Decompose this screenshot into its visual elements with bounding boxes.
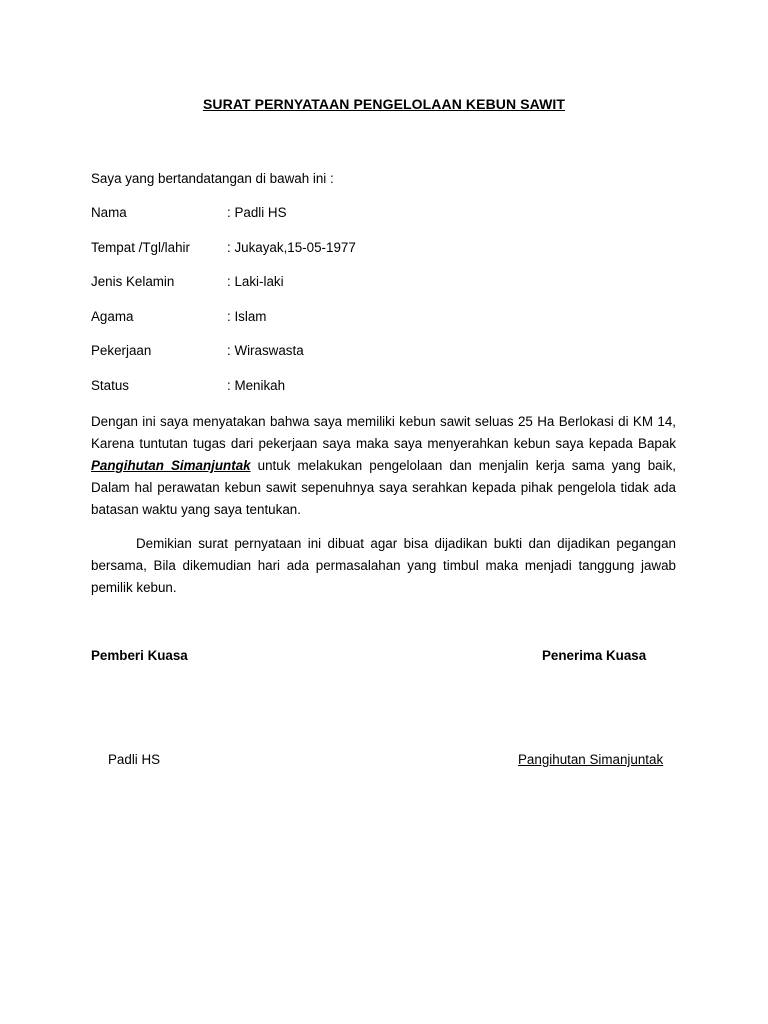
field-label: Nama	[91, 205, 127, 220]
paragraph-line	[91, 457, 676, 479]
field-label: Jenis Kelamin	[91, 274, 175, 290]
identity-fields	[91, 205, 651, 413]
paragraph-line: Karena tuntutan tugas dari pekerjaan saya maka saya menyerahkan kebun saya kepada Bapak	[91, 436, 676, 451]
grantee-name: Pangihutan Simanjuntak	[518, 752, 664, 767]
field-row-gender	[91, 274, 651, 309]
field-label: Pekerjaan	[91, 343, 152, 359]
grantor-name: Padli HS	[108, 752, 161, 767]
field-value: : Menikah	[227, 377, 286, 393]
recipient-name-emphasis: Pangihutan Simanjuntak	[91, 458, 251, 473]
paragraph-text: untuk melakukan pengelolaan dan menjalin kerja sama yang baik,	[250, 458, 676, 473]
field-row-nama	[91, 205, 651, 240]
grantee-label: Penerima Kuasa	[542, 648, 647, 663]
field-value: : Padli HS	[227, 205, 287, 220]
field-value: : Wiraswasta	[227, 343, 304, 359]
field-row-birth	[91, 240, 651, 275]
paragraph-line: bersama, Bila dikemudian hari ada permasalahan yang timbul maka menjadi tanggung jawab	[91, 558, 676, 573]
field-label: Status	[91, 377, 129, 393]
paragraph-line: Dengan ini saya menyatakan bahwa saya memiliki kebun sawit seluas 25 Ha Berlokasi di KM 14,	[91, 414, 676, 429]
field-label: Tempat /Tgl/lahir	[91, 239, 190, 255]
field-value: : Jukayak,15-05-1977	[227, 239, 356, 255]
paragraph-line: Demikian surat pernyataan ini dibuat agar bisa dijadikan bukti dan dijadikan pegangan	[136, 536, 676, 551]
field-row-occupation	[91, 343, 651, 378]
field-row-status	[91, 378, 651, 413]
paragraph-line: Dalam hal perawatan kebun sawit sepenuhnya saya serahkan kepada pihak pengelola tidak ada	[91, 480, 676, 495]
field-row-religion	[91, 309, 651, 344]
field-value: : Islam	[227, 308, 267, 324]
field-label: Agama	[91, 308, 134, 324]
paragraph-line: pemilik kebun.	[91, 580, 177, 595]
intro-text: Saya yang bertandatangan di bawah ini :	[91, 171, 334, 186]
statement-paragraph	[91, 413, 676, 523]
grantor-label: Pemberi Kuasa	[91, 648, 188, 663]
paragraph-line: batasan waktu yang saya tentukan.	[91, 502, 301, 517]
field-value: : Laki-laki	[227, 274, 284, 290]
document-title: SURAT PERNYATAAN PENGELOLAAN KEBUN SAWIT	[202, 96, 566, 112]
closing-paragraph	[91, 535, 676, 601]
